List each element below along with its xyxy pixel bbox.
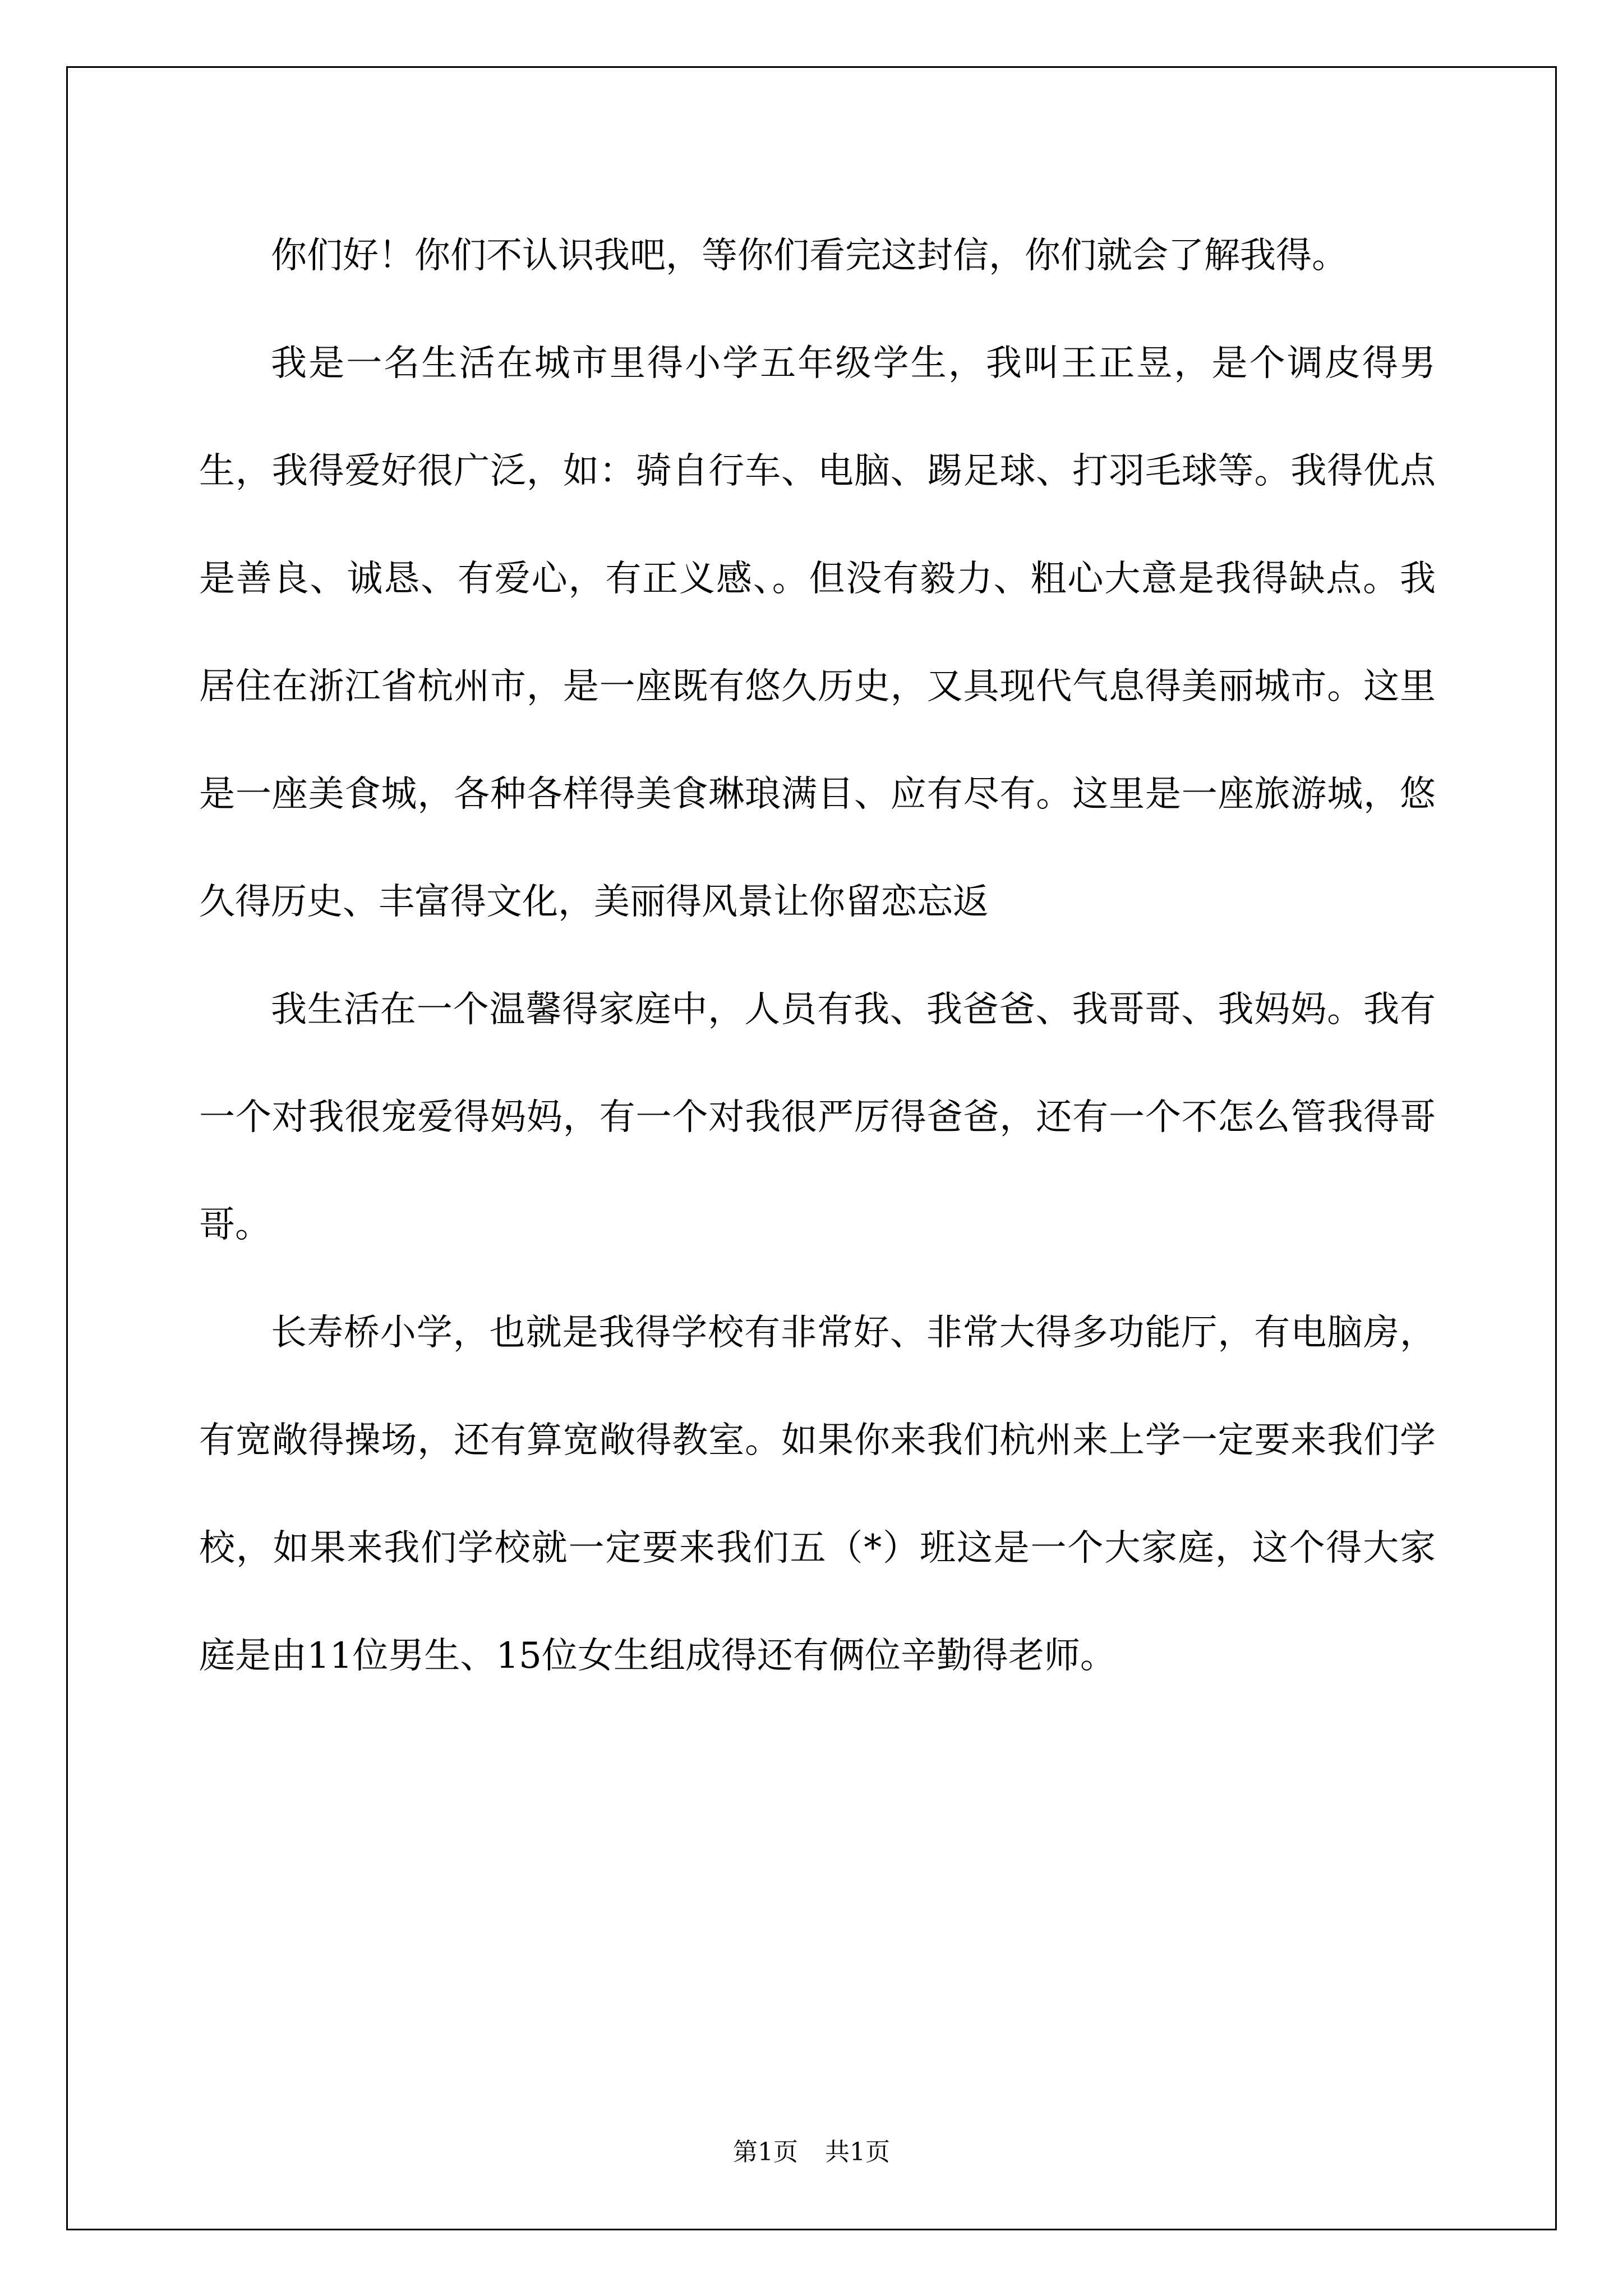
- page-number-total: 共1页: [825, 2138, 890, 2166]
- paragraph-family: 我生活在一个温馨得家庭中，人员有我、我爸爸、我哥哥、我妈妈。我有一个对我很宠爱得妈妈，有一个对我很严厉得爸爸，还有一个不怎么管我得哥哥。: [199, 989, 1436, 1246]
- paragraph-school: 长寿桥小学，也就是我得学校有非常好、非常大得多功能厅，有电脑房，有宽敞得操场，还有算宽敞得教室。如果你来我们杭州来上学一定要来我们学校，如果来我们学校就一定要来我们五（*）班这是一个大家庭，这个得大家庭是由11位男生、15位女生组成得还有俩位辛勤得老师。: [199, 1312, 1436, 1677]
- paragraph-greeting: 你们好！你们不认识我吧，等你们看完这封信，你们就会了解我得。: [271, 235, 1348, 277]
- paragraph-self-introduction: 我是一名生活在城市里得小学五年级学生，我叫王正昱，是个调皮得男生，我得爱好很广泛，如：骑自行车、电脑、踢足球、打羽毛球等。我得优点是善良、诚恳、有爱心，有正义感、。但没有毅力、粗心大意是我得缺点。我居住在浙江省杭州市，是一座既有悠久历史，又具现代气息得美丽城市。这里是一座美食城，各种各样得美食琳琅满目、应有尽有。这里是一座旅游城，悠久得历史、丰富得文化，美丽得风景让你留恋忘返: [199, 343, 1436, 923]
- page-footer: [0, 2132, 1623, 2168]
- page-number-current: 第1页: [733, 2138, 798, 2166]
- document-body: [199, 202, 1436, 1710]
